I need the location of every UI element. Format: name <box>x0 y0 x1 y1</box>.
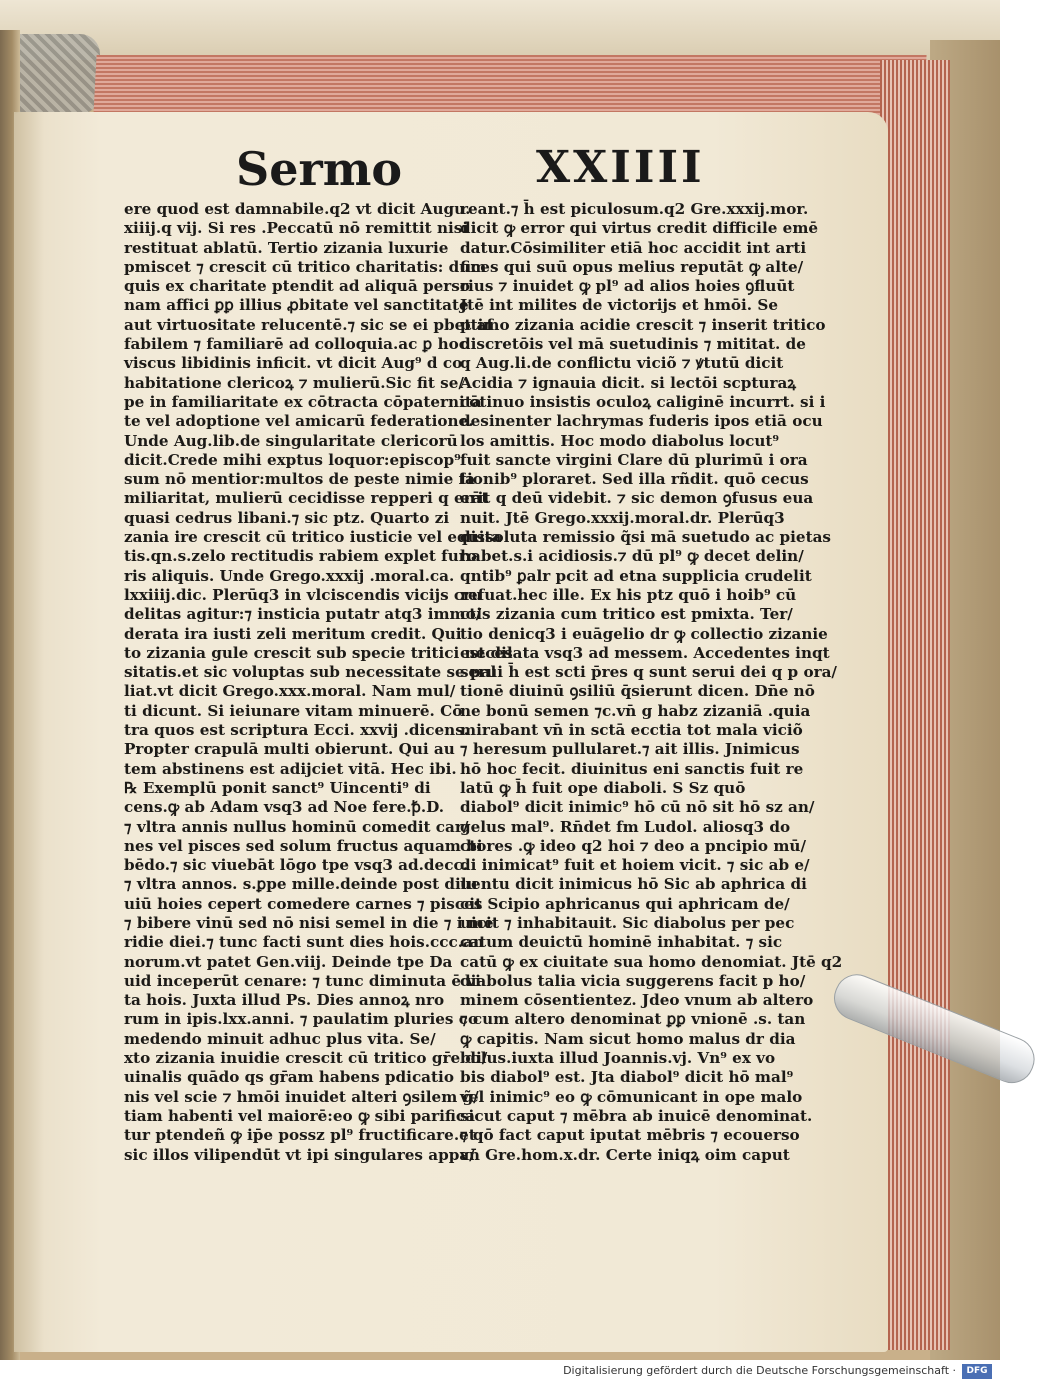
running-head-number: XXIIII <box>536 142 705 193</box>
text-line: bis diabol⁹ est. Jta diabol⁹ dicit hō mal⁹ <box>460 1068 794 1087</box>
text-line: uentu dicit inimicus hō Sic ab aphrica di <box>460 875 807 894</box>
dfg-logo: DFG <box>962 1364 992 1379</box>
text-line: sum nō mentior:multos de peste nimie fa <box>124 470 475 489</box>
page-edges-right <box>880 60 950 1350</box>
text-line: hō hoc fecit. diuinitus eni sanctis fuit re <box>460 759 804 778</box>
text-line: Unde Aug.lib.de singularitate clericorū <box>124 431 458 450</box>
text-line: ℞ Exemplū ponit sanct⁹ Uincenti⁹ di <box>124 778 431 797</box>
text-line: tiam habenti vel maiorē:eo ꝙ sibi parifica <box>124 1106 476 1125</box>
text-line: Jtē int milites de victorijs et hmōi. Se <box>460 296 779 315</box>
text-line: aut virtuositate relucentē.⁊ sic se ei pbet af <box>124 315 493 334</box>
footer-bar <box>0 1360 1000 1383</box>
text-line: delitas agitur:⁊ insticia putatr atq3 immo/ <box>124 605 482 624</box>
text-line: viscus libidinis inficit. vt dicit Aug⁹ d co <box>124 354 463 373</box>
text-line: datur.Cōsimiliter etiā hoc accidit int arti <box>460 238 807 257</box>
text-line: ⁊ heresum pullularet.⁊ ait illis. Jnimicus <box>460 740 800 759</box>
text-line: restituat ablatū. Tertio zizania luxurie <box>124 238 449 257</box>
text-line: serui h̄ est scti p̄res q sunt serui dei q p ora/ <box>460 663 837 682</box>
text-line: tionib⁹ ploraret. Sed illa rñdit. quō cecus <box>460 470 809 489</box>
text-line: xiiij.q vij. Si res .Peccatū nō remittit nisi <box>124 219 469 238</box>
text-line: xto zizania inuidie crescit cū tritico gr̄e di/ <box>124 1049 488 1068</box>
text-line: ctis zizania cum tritico est pmixta. Ter/ <box>460 605 793 624</box>
page-gutter <box>14 112 44 1352</box>
text-line: pe in familiaritate ex cōtracta cōpaternita <box>124 392 482 411</box>
text-line: ctores .ꝙ ideo q2 hoi ⁊ deo a pncipio mū/ <box>460 836 806 855</box>
text-line: quasi cedrus libani.⁊ sic ptz. Quarto zi <box>124 508 450 527</box>
text-line: diabolus talia vicia suggerens facit p ho/ <box>460 971 806 990</box>
text-line: tra quos est scriptura Ecci. xxvij .dicens. <box>124 721 470 740</box>
text-line: cens.ꝙ ab Adam vsq3 ad Noe fere.ꝥ.D. <box>124 798 445 817</box>
text-line: ꝙ capitis. Nam sicut homo malus dr dia <box>460 1029 796 1048</box>
text-line: Propter crapulā multi obierunt. Qui au <box>124 740 455 759</box>
text-line: mirabant vn̄ in sctā ecctia tot mala viciõ <box>460 721 803 740</box>
text-line: tis.qn.s.zelo rectitudis rabiem explet furo <box>124 547 477 566</box>
text-line: norum.vt patet Gen.viij. Deinde tpe Da <box>124 952 453 971</box>
text-line: pmiscet ⁊ crescit cū tritico charitatis: dum <box>124 257 487 276</box>
text-line: desinenter lachrymas fuderis ipos etiā ocu <box>460 412 823 431</box>
text-line: tem abstinens est adijciet vitā. Hec ibi. <box>124 759 457 778</box>
text-line: q Aug.li.de conflictu viciõ ⁊ ꝟtutū dicit <box>460 354 784 373</box>
text-line: rum in ipis.lxx.anni. ⁊ paulatim pluries co <box>124 1010 479 1029</box>
text-line: bēdo.⁊ sic viuebāt lōgo tpe vsq3 ad.decc. <box>124 856 468 875</box>
text-line: tur ptendeñ ꝙ ip̄e possz pl⁹ fructificare.et <box>124 1126 476 1145</box>
text-line: uicit ⁊ inhabitauit. Sic diabolus per pec <box>460 913 795 932</box>
text-line: vel inimic⁹ eo ꝙ cōmunicant in ope malo <box>460 1087 803 1106</box>
text-line: medendo minuit adhuc plus vita. Se/ <box>124 1029 436 1048</box>
text-line: derata ira iusti zeli meritum credit. Qui <box>124 624 462 643</box>
text-line: ⁊ bibere vinū sed nō nisi semel in die ⁊ i me <box>124 913 494 932</box>
text-line: catum deuictū hominē inhabitat. ⁊ sic <box>460 933 783 952</box>
running-head-word: Sermo <box>236 142 403 196</box>
text-line: lxxiiij.dic. Plerūq3 in vlciscendis vicijs cru <box>124 585 483 604</box>
text-line: nes vel pisces sed solum fructus aquam bi <box>124 836 483 855</box>
text-line: cōtinuo insistis oculoꝝ caliginē incurrt. si i <box>460 392 826 411</box>
page-edges-top <box>93 55 926 115</box>
text-line: ti dicunt. Si ieiunare vitam minuerē. Cō <box>124 701 463 720</box>
text-line: quis ex charitate ptendit ad aliquā perso <box>124 277 470 296</box>
cover-top <box>0 0 1000 60</box>
text-line: ris aliquis. Unde Grego.xxxij .moral.ca. <box>124 566 455 585</box>
text-line: fuit sancte virgini Clare dū plurimū i ora <box>460 450 808 469</box>
text-line: sitatis.et sic voluptas sub necessitate se pal <box>124 663 497 682</box>
text-line: erit q deū videbit. ⁊ sic demon ꝯfusus eua <box>460 489 814 508</box>
text-line: nuit. Jtē Grego.xxxij.moral.dr. Plerūq3 <box>460 508 785 527</box>
text-line: te vel adoptione vel amicarū federatione. <box>124 412 474 431</box>
text-line: gelus mal⁹. Rn̄det fm Ludol. aliosq3 do <box>460 817 791 836</box>
text-line: Acidia ⁊ ignauia dicit. si lectōi scpturaꝝ <box>460 373 797 392</box>
text-line: to zizania gule crescit sub specie tritici neces <box>124 643 513 662</box>
text-line: tionē diuinū ꝯsiliū q̄sierunt dicen. Dn̄e nō <box>460 682 815 701</box>
text-line: ⁊ vltra annos. s.ꝑpe mille.deinde post dilu <box>124 875 478 894</box>
text-line: cit Scipio aphricanus qui aphricam de/ <box>460 894 790 913</box>
text-line: qntib⁹ ꝑalr pcit ad etna supplicia crudelit <box>460 566 812 585</box>
text-line: ridie diei.⁊ tunc facti sunt dies hois.ccc.an <box>124 933 484 952</box>
text-line: refuat.hec ille. Ex his ptz quō i hoib⁹ cū <box>460 585 797 604</box>
text-line: tio denicq3 i euāgelio dr ꝙ collectio zizanie <box>460 624 828 643</box>
text-line: ⁊ vltra annis nullus hominū comedit car/ <box>124 817 469 836</box>
text-column-right <box>460 200 843 1165</box>
text-line: bolus.iuxta illud Joannis.vj. Vn⁹ ex vo <box>460 1049 776 1068</box>
text-line: ⁊ qō fact caput iputat mēbris ⁊ ecouerso <box>460 1126 800 1145</box>
text-line: minem cōsentientez. Jdeo vnum ab altero <box>460 991 814 1010</box>
text-line: fices qui suū opus melius reputāt ꝙ alte/ <box>460 257 804 276</box>
text-line: los amittis. Hoc modo diabolus locut⁹ <box>460 431 780 450</box>
text-line: ta hois. Juxta illud Ps. Dies annoꝝ nro <box>124 991 445 1010</box>
text-line: liat.vt dicit Grego.xxx.moral. Nam mul/ <box>124 682 456 701</box>
text-line: dicit.Crede mihi exptus loquor:episcop⁹ <box>124 450 461 469</box>
text-line: uinalis quādo qs gr̄am habens pdicatio <box>124 1068 454 1087</box>
text-line: habitatione clericoꝝ ⁊ mulierū.Sic fit se/ <box>124 373 464 392</box>
text-line: uid inceperūt cenare: ⁊ tunc diminuta ē vi <box>124 971 481 990</box>
book-page <box>14 112 888 1352</box>
text-line: sicut caput ⁊ mēbra ab inuicē denominat. <box>460 1106 813 1125</box>
text-line: habet.s.i acidiosis.⁊ dū pl⁹ ꝙ decet delin/ <box>460 547 804 566</box>
text-line: ⁊ cum altero denominat ꝑꝑ vnionē .s. tan <box>460 1010 806 1029</box>
text-line: discretōis vel mā suetudinis ⁊ mititat. de <box>460 335 806 354</box>
text-line: diabol⁹ dicit inimic⁹ hō cū nō sit hō sz an/ <box>460 798 815 817</box>
text-line: dicit ꝙ error qui virtus credit difficile emē <box>460 219 819 238</box>
text-column-left <box>124 200 513 1165</box>
text-line: rius ⁊ inuidet ꝙ pl⁹ ad alios hoies ꝯfluūt <box>460 277 795 296</box>
text-line: dissoluta remissio q̃si mā suetudo ac pietas <box>460 528 831 547</box>
text-line: uiū hoies cepert comedere carnes ⁊ pisces <box>124 894 483 913</box>
footer-credit: Digitalisierung gefördert durch die Deutsche Forschungsgemeinschaft · <box>563 1364 956 1377</box>
text-line: fabilem ⁊ familiarē ad colloquia.ac ꝑ hoc <box>124 335 469 354</box>
text-line: miliaritat, mulierū cecidisse repperi q erāt <box>124 489 489 508</box>
text-line: sic illos vilipendūt vt ipi singulares appa/ <box>124 1145 475 1164</box>
text-line: latū ꝙ h̄ fuit ope diaboli. S Sz quō <box>460 778 746 797</box>
text-line: nis vel scie ⁊ hmōi inuidet alteri ꝯsilem g̃/ <box>124 1087 479 1106</box>
text-line: di inimicat⁹ fuit et hoiem vicit. ⁊ sic ab e/ <box>460 856 810 875</box>
text-line: reant.⁊ h̄ est piculosum.q2 Gre.xxxij.mor. <box>460 200 809 218</box>
text-line: zania ire crescit cū tritico iusticie vel equita <box>124 528 502 547</box>
text-line: ere quod est damnabile.q2 vt dicit Augu. <box>124 200 471 218</box>
text-line: nam affici ꝑꝑ illius ꝓbitate vel sanctitate <box>124 296 469 315</box>
text-line: est dilata vsq3 ad messem. Accedentes inqt <box>460 643 830 662</box>
text-line: catū ꝙ ex ciuitate sua homo denomiat. Jtē q2 <box>460 952 843 971</box>
text-line: ptimo zizania acidie crescit ⁊ inserit tritico <box>460 315 826 334</box>
text-line: ne bonū semen ⁊c.vn̄ g habz zizaniā .quia <box>460 701 811 720</box>
text-line: vn̄ Gre.hom.x.dr. Certe iniqꝝ oim caput <box>460 1145 790 1164</box>
